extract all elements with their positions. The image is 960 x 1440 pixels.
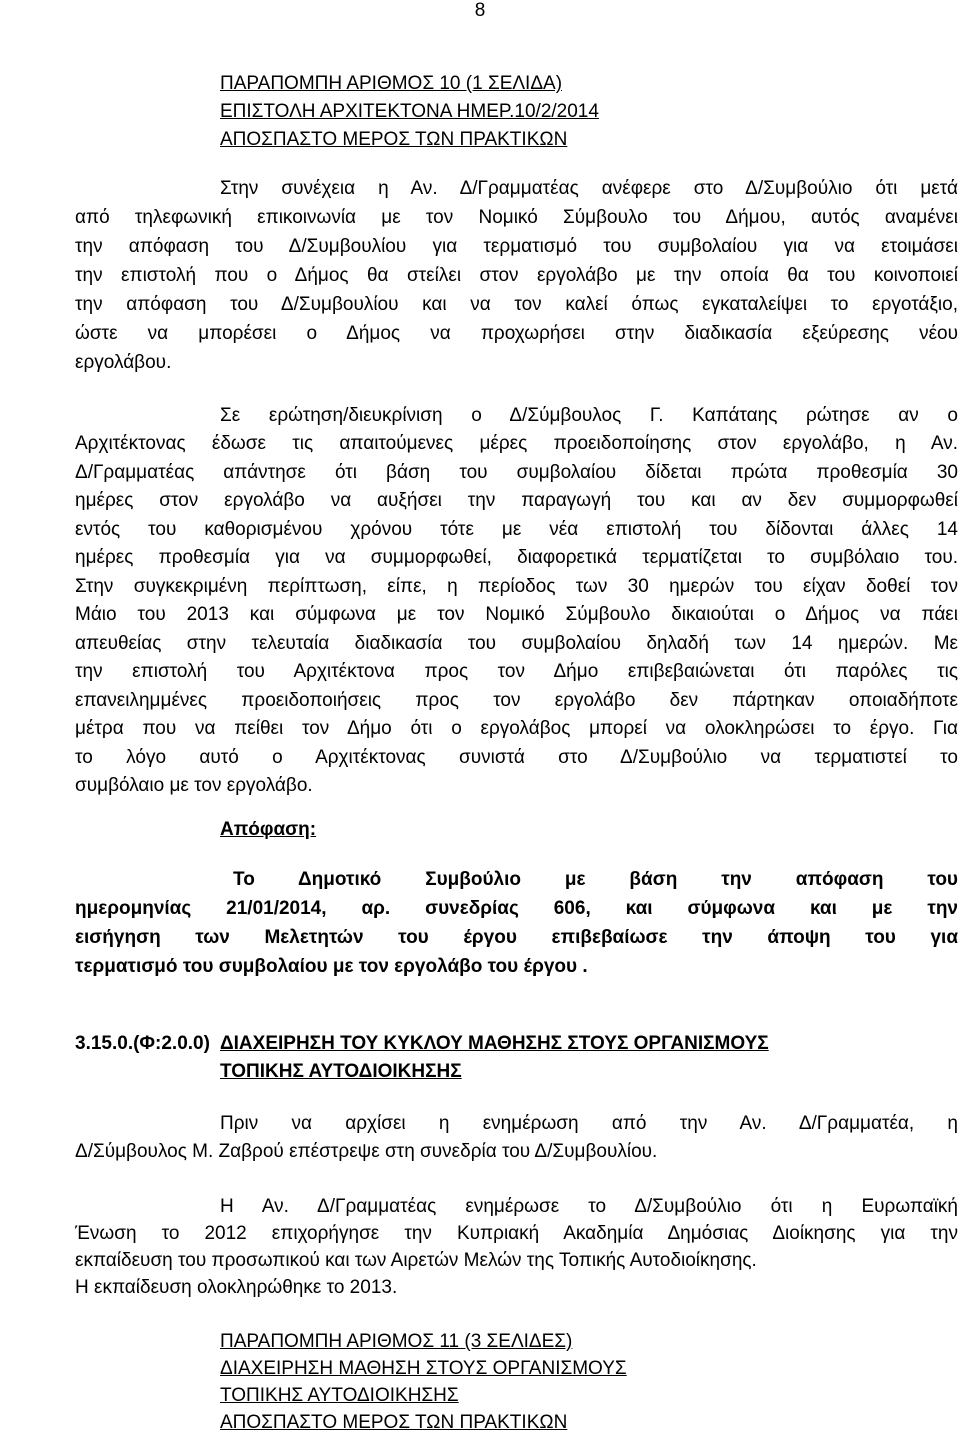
paragraph-line: εργολάβου. (75, 352, 172, 373)
paragraph-line: επανειλημμένες προειδοποιήσεις προς τον εργολάβο δεν πάρτηκαν οποιαδήποτε (75, 690, 958, 711)
paragraph-line: Ένωση το 2012 επιχορήγησε την Κυπριακή Ακαδημία Δημόσιας Διοίκησης για την (75, 1223, 958, 1244)
decision-line: τερματισμό του συμβολαίου με τον εργολάβο του έργου . (75, 956, 588, 977)
paragraph-line: Η Αν. Δ/Γραμματέας ενημέρωσε το Δ/Συμβούλιο ότι η Ευρωπαϊκή (220, 1196, 958, 1217)
paragraph-line: ώστε να μπορέσει ο Δήμος να προχωρήσει στην διαδικασία εξεύρεσης νέου (75, 323, 958, 344)
paragraph-line: το λόγο αυτό ο Αρχιτέκτονας συνιστά στο Δ/Συμβούλιο να τερματιστεί το (75, 747, 958, 768)
annex-10-title: ΠΑΡΑΠΟΜΠΗ ΑΡΙΘΜΟΣ 10 (1 ΣΕΛΙΔΑ) (220, 73, 563, 94)
paragraph-line: εκπαίδευση του προσωπικού και των Αιρετών Μελών της Τοπικής Αυτοδιοίκησης. (75, 1250, 757, 1271)
paragraph-line: απευθείας στην τελευταία διαδικασία του συμβολαίου δηλαδή των 14 ημερών. Με (75, 633, 958, 654)
paragraph-line: Σε ερώτηση/διευκρίνιση ο Δ/Σύμβουλος Γ. Καπάταης ρώτησε αν ο (220, 405, 958, 426)
paragraph-line: την απόφαση του Δ/Συμβουλίου και να τον καλεί όπως εγκαταλείψει το εργοτάξιο, (75, 294, 958, 315)
annex-11-subject-continued: ΤΟΠΙΚΗΣ ΑΥΤΟΔΙΟΙΚΗΣΗΣ (220, 1385, 459, 1406)
paragraph-line: την απόφαση του Δ/Συμβουλίου για τερματισμό του συμβολαίου για να ετοιμάσει (75, 236, 958, 257)
decision-line: ημερομηνίας 21/01/2014, αρ. συνεδρίας 606, και σύμφωνα και με την (75, 898, 958, 919)
page-number: 8 (474, 0, 486, 21)
decision-heading: Απόφαση: (220, 819, 317, 840)
annex-10-subject: ΕΠΙΣΤΟΛΗ ΑΡΧΙΤΕΚΤΟΝΑ ΗΜΕΡ.10/2/2014 (220, 101, 599, 122)
paragraph-line: Στην συνέχεια η Αν. Δ/Γραμματέας ανέφερε στο Δ/Συμβούλιο ότι μετά (220, 178, 958, 199)
paragraph-line: Η εκπαίδευση ολοκληρώθηκε το 2013. (75, 1277, 398, 1298)
decision-line: Το Δημοτικό Συμβούλιο με βάση την απόφαση του (233, 869, 958, 890)
paragraph-line: Πριν να αρχίσει η ενημέρωση από την Αν. Δ/Γραμματέα, η (220, 1113, 958, 1134)
paragraph-line: την επιστολή που ο Δήμος θα στείλει στον εργολάβο με την οποία θα του κοινοποιεί (75, 265, 958, 286)
paragraph-line: μέτρα που να πείθει τον Δήμο ότι ο εργολάβος μπορεί να ολοκληρώσει το έργο. Για (75, 718, 958, 739)
paragraph-line: ημέρες προθεσμία για να συμμορφωθεί, διαφορετικά τερματίζεται το συμβόλαιο του. (75, 547, 958, 568)
paragraph-line: Δ/Γραμματέας απάντησε ότι βάση του συμβολαίου δίδεται πρώτα προθεσμία 30 (75, 462, 958, 483)
annex-10-extract-note: ΑΠΟΣΠΑΣΤΟ ΜΕΡΟΣ ΤΩΝ ΠΡΑΚΤΙΚΩΝ (220, 129, 568, 150)
paragraph-line: Δ/Σύμβουλος Μ. Ζαβρού επέστρεψε στη συνεδρία του Δ/Συμβουλίου. (75, 1141, 658, 1162)
annex-11-subject: ΔΙΑΧΕΙΡΗΣΗ ΜΑΘΗΣΗ ΣΤΟΥΣ ΟΡΓΑΝΙΣΜΟΥΣ (220, 1358, 627, 1379)
annex-11-title: ΠΑΡΑΠΟΜΠΗ ΑΡΙΘΜΟΣ 11 (3 ΣΕΛΙΔΕΣ) (220, 1331, 573, 1352)
paragraph-line: Στην συγκεκριμένη περίπτωση, είπε, η περίοδος των 30 ημερών του είχαν δοθεί τον (75, 576, 958, 597)
paragraph-line: ημέρες στον εργολάβο να αυξήσει την παραγωγή του και αν δεν συμμορφωθεί (75, 490, 958, 511)
paragraph-line: την επιστολή του Αρχιτέκτονα προς τον Δήμο επιβεβαιώνεται ότι παρόλες τις (75, 661, 958, 682)
decision-line: εισήγηση των Μελετητών του έργου επιβεβαίωσε την άποψη του για (75, 927, 958, 948)
agenda-item-title: ΔΙΑΧΕΙΡΗΣΗ ΤΟΥ ΚΥΚΛΟΥ ΜΑΘΗΣΗΣ ΣΤΟΥΣ ΟΡΓΑΝΙΣΜΟΥΣ (220, 1033, 769, 1054)
agenda-item-title-continued: ΤΟΠΙΚΗΣ ΑΥΤΟΔΙΟΙΚΗΣΗΣ (220, 1061, 462, 1082)
paragraph-line: συμβόλαιο με τον εργολάβο. (75, 775, 313, 796)
agenda-item-number: 3.15.0.(Φ:2.0.0) (75, 1033, 210, 1054)
paragraph-line: Αρχιτέκτονας έδωσε τις απαιτούμενες μέρες προειδοποίησης στον εργολάβο, η Αν. (75, 433, 958, 454)
paragraph-line: από τηλεφωνική επικοινωνία με τον Νομικό Σύμβουλο του Δήμου, αυτός αναμένει (75, 207, 958, 228)
paragraph-line: εντός του καθορισμένου χρόνου τότε με νέα επιστολή του δίδονται άλλες 14 (75, 519, 958, 540)
annex-11-extract-note: ΑΠΟΣΠΑΣΤΟ ΜΕΡΟΣ ΤΩΝ ΠΡΑΚΤΙΚΩΝ (220, 1412, 568, 1433)
paragraph-line: Μάιο του 2013 και σύμφωνα με τον Νομικό Σύμβουλο δικαιούται ο Δήμος να πάει (75, 604, 958, 625)
